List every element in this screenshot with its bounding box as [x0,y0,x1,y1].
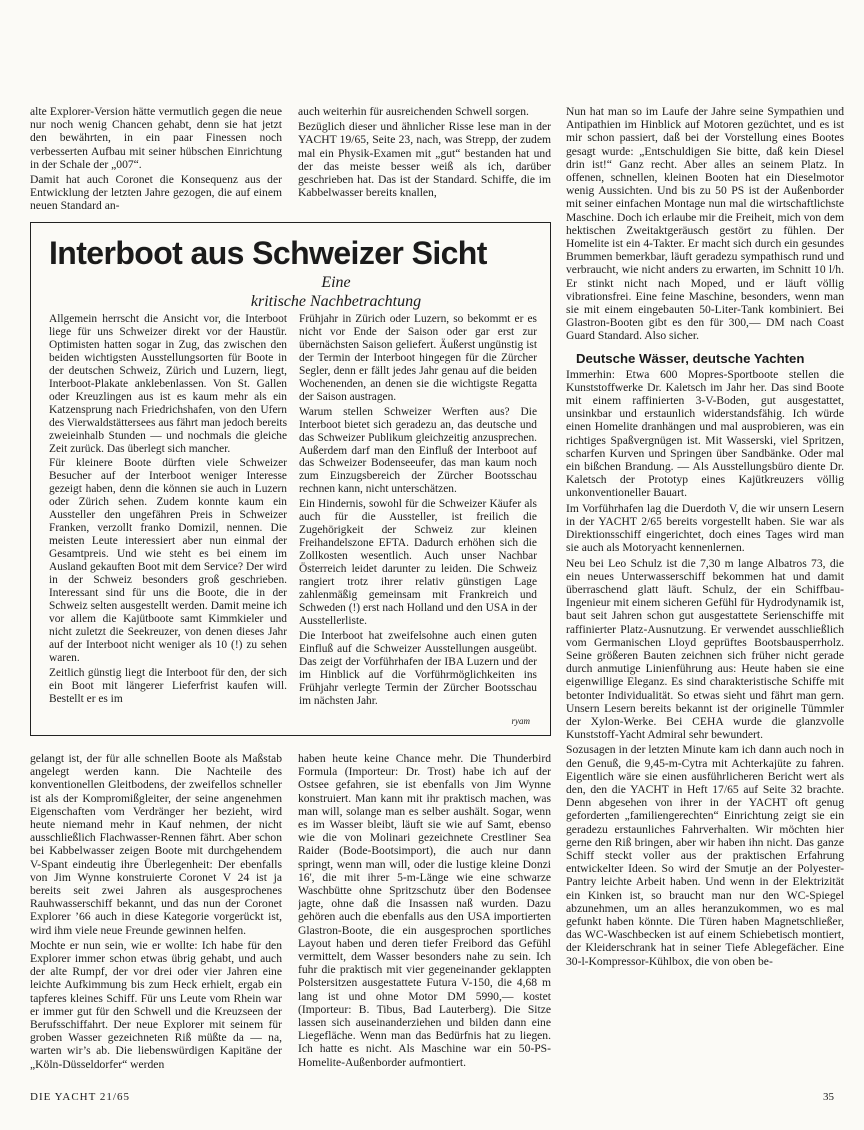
paragraph: Die Interboot hat zweifelsohne auch einen guten Einfluß auf die Schweizer Ausstellungen ausgeübt. Das zeigt der Vorführhafen der IBA Luzern und der im Hinblick auf die Vorführmöglichkeiten ins Frühjahr verlegte Termin der Zürcher Bootsschau im nächsten Jahr. [299,629,537,707]
paragraph: Sozusagen in der letzten Minute kam ich dann auch noch in den Genuß, die 9,45-m-Cytra mit Achterkajüte zu fahren. Eigentlich wäre sie einen ausführlicheren Bericht wert als den, den die YACHT in Heft 17/65 auf Seite 32 brachte. Denn abgesehen von ihrer in der YACHT oft genug geforderten „familiengerechten“ Einrichtung zeigt sie ein geradezu erstaunliches Fahrverhalten. Wir möchten hier gerne den Riß bringen, aber wir haben ihn nicht. Das ganze Schiff steckt voller aus der praktischen Erfahrung entwickelter Ideen. So wird der Smutje an der Polyester-Pantry leichte Arbeit haben. Und wenn in der Elektrizität ein Kinken ist, so braucht man nur den WC-Spiegel abzunehmen, um an alles heranzukommen, wo es mal gefunkt haben könnte. Die Türen haben Magnetschließer, das WC-Waschbecken ist auf einem Schiebetisch montiert, der Kleiderschrank hat in seiner Tiefe Ablegefächer. Eine 30-l-Kompressor-Kühlbox, die von oben be- [566,743,844,968]
paragraph: haben heute keine Chance mehr. Die Thunderbird Formula (Importeur: Dr. Trost) habe ich auf der Ostsee gefahren, sie ist ebenfalls von Jim Wynne konstruiert. Man kann mit ihr praktisch machen, was man will, solange man es selber aushält. Sogar, wenn es im Wasser bleibt, läuft sie wie auf Samt, ebenso wie die von Molinari gezeichnete Crestliner Sea Raider (Bode-Bootsimport), die auch nur dann springt, wenn man will, oder die lustige kleine Donzi 16', die mit ihrer 5-m-Länge wie eine schwarze Waschbütte ohne Spritzschutz über den Bodensee jagte, ohne daß die Insassen naß wurden. Dazu gehören auch die ebenfalls aus den USA importierten Glastron-Boote, die ein ausgesprochen sportliches Layout haben und deren tiefer Freibord das Gefühl vermittelt, dem Wasser besonders nahe zu sein. Ich fuhr die praktisch mit vier gegeneinander geklappten Polstersitzen ausgestattete Futura V-150, die 4,68 m lang ist und ohne Motor DM 5990,— kostet (Importeur: B. Tibus, Bad Lauterberg). Die Sitze lassen sich auseinanderziehen und bilden dann eine Liegefläche. Wenn man das Bedürfnis hat zu liegen. Ich hatte es nicht. Als Maschine war ein 50-PS-Homelite-Außenborder aufmontiert. [298,752,551,1069]
bottom-column-2 [298,752,551,1084]
paragraph: Bezüglich dieser und ähnlicher Risse lese man in der YACHT 19/65, Seite 23, nach, was Strepp, der zudem mal ein Physik-Examen mit „gut“ bestanden hat und der das meiste besser weiß als ich, darüber geschrieben hat. Das ist der Standard. Schiffe, die im Kabbelwasser bereits knallen, [298,120,551,200]
footer-publication: DIE YACHT 21/65 [30,1091,130,1103]
top-column-2 [298,105,551,217]
paragraph: Für kleinere Boote dürften viele Schweizer Besucher auf der Interboot weniger Interesse gezeigt haben, denn die können sie auch in Luzern oder Zürich sehen. Zudem konnte kaum ein Aussteller den ungefähren Preis in Schweizer Franken, verzollt franko Domizil, nennen. Die meisten Leute interessiert aber nun einmal der Gesamtpreis. Und wie steht es bei einem im Ausland gekauften Boot mit dem Service? Der wird in der Schweiz besonders groß geschrieben. Interessant sind für uns die Boote, die in der Schweiz selten ausgestellt werden. Damit meine ich vor allem die Kajütboote samt Kimmkieler und nicht zuletzt die Seekreuzer, von denen dieses Jahr auf der Interboot nicht weniger als 10 (!) zu sehen waren. [49,457,287,664]
paragraph: Mochte er nun sein, wie er wollte: Ich habe für den Explorer immer schon etwas übrig gehabt, und auch der alte Rumpf, der vor drei oder vier Jahren eine leichte Aufkimmung bis zum Heck erhielt, ergab ein tapferes kleines Schiff. Für uns Leute vom Rhein war er immer gut für den Schwell und die Kreuzseen der Berufsschiffahrt. Der neue Explorer mit seinem für groben Wasser gezeichneten Riß müßte da — na, warten wir’s ab. Die liebenswürdigen Kapitäne der „Köln-Düsseldorfer“ werden [30,938,282,1071]
article-subtitle [211,273,461,311]
paragraph: Zeitlich günstig liegt die Interboot für den, der sich ein Boot mit längerer Lieferfrist kaufen will. Bestellt er es im [49,666,287,705]
paragraph: Nun hat man so im Laufe der Jahre seine Sympathien und Antipathien im Hinblick auf Motoren gezüchtet, und es ist mir schon passiert, daß bei der Vorstellung eines Bootes gesagt wurde: „Entschuldigen Sie bitte, daß kein Diesel drin ist!“ Ganz recht. Aber alles an seinem Platz. In offenen, schnellen, kleinen Booten hat ein Dieselmotor wenig Aussichten. Und bis zu 50 PS ist der Außenborder mit seiner einfachen Montage nun mal die wirtschaftlichste Maschine. Doch ich erlaube mir die Freiheit, mich von dem hektischen Zweitaktgeräusch gestört zu fühlen. Der Homelite ist ein 4-Takter. Er macht sich durch ein gesundes Brummen bemerkbar, läuft geradezu sympathisch rund und verbraucht, wie nicht anders zu erwarten, im Schnitt 10 l/h. Er stinkt nicht nach Moped, und er läuft völlig vibrationsfrei. Eine feine Maschine, besonders, wenn man sie mit einem eingebauten 50-Liter-Tank kombiniert. Bei Glastron-Booten gibt es den für 300,— DM nach Coast Guard Standard. Also sicher. [566,105,844,343]
article-title: Interboot aus Schweizer Sicht [49,235,487,271]
paragraph: Immerhin: Etwa 600 Mopres-Sportboote stellen die Kunststoffwerke Dr. Kaletsch im Jahr her. Das sind Boote mit einem raffinierten 3-V-Boden, gut ausgestattet, unsinkbar und erstaunlich widerstandsfähig. Ich würde einen Homelite dranhängen und mal ausprobieren, was ein richtiges Spaßvergnügen ist. Mit Wasserski, viel Spritzen, scharfen Kurven und Springen über Sandbänke. Oder mal ein bißchen Brandung. — Als Ausstellungsbüro diente Dr. Kaletsch der Prototyp eines Kajütkreuzers völlig unkonventioneller Bauart. [566,367,844,500]
subtitle-line: Eine [321,274,351,291]
paragraph: auch weiterhin für ausreichenden Schwell sorgen. [298,105,529,118]
author-signature: ryam [511,716,530,726]
paragraph: Frühjahr in Zürich oder Luzern, so bekommt er es nicht vor Ende der Saison oder gar erst zur übernächsten Saison geliefert. Äußerst ungünstig ist der Termin der Interboot hingegen für die Zürcher Segler, denn er fällt jedes Jahr genau auf die beiden Wochenenden, an denen sie die wichtigste Regatta der Saison austragen. [299,313,537,403]
paragraph: gelangt ist, der für alle schnellen Boote als Maßstab angelegt werden kann. Die Nachteile des konventionellen Gleitbodens, der zweifellos schneller ist als der Kompromißgleiter, der seine angenehmen Eigenschaften vom Verdränger her bezieht, wird heute niemand mehr in Kauf nehmen, der nicht ausschließlich Flachwasser-Rennen fährt. Aber schon bei Kabbelwasser zeigen Boote mit durchgehendem V-Spant eindeutig ihre Überlegenheit: Der ebenfalls von Jim Wynne konstruierte Coronet V 24 ist ja bereits seit zwei Jahren als ausgesprochenes Rauhwasserschiff bekannt, und das nun der Coronet Explorer ’66 auch in diese Kategorie vorgerückt ist, wird ihm viele neue Freunde gewinnen helfen. [30,752,282,937]
paragraph: Warum stellen Schweizer Werften aus? Die Interboot bietet sich geradezu an, das deutsche und das Schweizer Publikum gleichzeitig anzusprechen. Außerdem darf man den Einfluß der Interboot auf das Schweizer Bodenseeufer, das man kaum noch zum Einzugsbereich der Zürcher Bootsschau rechnen kann, nicht unterschätzen. [299,405,537,496]
paragraph: Allgemein herrscht die Ansicht vor, die Interboot liege für uns Schweizer direkt vor der Haustür. Optimisten hatten sogar in Zug, das zwischen den beiden wichtigsten Ausstellungsorten für Boote in der deutschen Schweiz, Zürich und Luzern, liegt, Interboot-Plakate anklebenlassen. Von St. Gallen oder Kreuzlingen aus ist es kaum mehr als ein Katzensprung nach Friedrichshafen, von den Ufern des Vierwaldstättersees aus fährt man jedoch bereits zweieinhalb Stunden — und nochmals die gleiche Zeit zurück. Das überlegt sich mancher. [49,313,287,455]
right-column [566,105,844,1080]
page-number: 35 [823,1091,834,1103]
subtitle-line: kritische Nachbetrachtung [250,293,422,310]
section-heading: Deutsche Wässer, deutsche Yachten [576,350,805,366]
paragraph: Im Vorführhafen lag die Duerdoth V, die wir unsern Lesern in der YACHT 2/65 bereits vorgestellt haben. Sie war als Direktionsschiff eingerichtet, doch eines Tages wird man sie auch als Motoryacht kennenlernen. [566,501,844,555]
paragraph: Ein Hindernis, sowohl für die Schweizer Käufer als auch für die Aussteller, ist freilich die Zugehörigkeit der Schweiz zur kleinen Freihandelszone EFTA. Dadurch erhöhen sich die Zollkosten wesentlich. Auch unser Nachbar Österreich leidet darunter zu leiden. Die Schweiz rangiert trotz ihrer relativ günstigen Lage zahlenmäßig gemeinsam mit Frankreich und Schweden (!) erst nach Holland und den USA in der Ausstellerliste. [299,498,537,627]
paragraph: Damit hat auch Coronet die Konsequenz aus der Entwicklung der letzten Jahre gezogen, die auf einem neuen Standard an- [30,173,282,213]
paragraph: Neu bei Leo Schulz ist die 7,30 m lange Albatros 73, die ein neues Unterwasserschiff bekommen hat und damit überraschend glatt läuft. Schulz, der ein Schiffbau-Ingenieur mit einem sicheren Gefühl für Hydrodynamik ist, baut seit Jahren schon gut ausgestattete Serienschiffe mit raffinierter Platz-Ausnutzung. Er verwendet ausschließlich vom Germanischen Lloyd geprüftes Bootsbausperrholz. Seine größeren Bauten zeichnen sich früher nicht gerade durch anmutige Linienführung aus: Heute haben sie eine eigenwillige Eleganz. Es sind charakteristische Schiffe mit betonter Individualität. So etwas sieht und fährt man gern. Unsern Lesern bereits bekannt ist der originelle Tümmler der Xylon-Werke. Bei CEHA wurde die glanzvolle Kunststoff-Yacht Admiral sehr bewundert. [566,556,844,742]
bottom-column-1 [30,752,282,1084]
top-column-1 [30,105,282,217]
box-column-1 [49,313,287,723]
boxed-article [30,222,551,736]
box-column-2 [299,313,537,718]
paragraph: alte Explorer-Version hätte vermutlich gegen die neue nur noch wenig Chancen gehabt, denn sie hat jetzt den bewährten, in ein paar Finessen noch verbesserten Aufbau mit seiner hübschen Einrichtung in der Schale der „007“. [30,105,282,171]
